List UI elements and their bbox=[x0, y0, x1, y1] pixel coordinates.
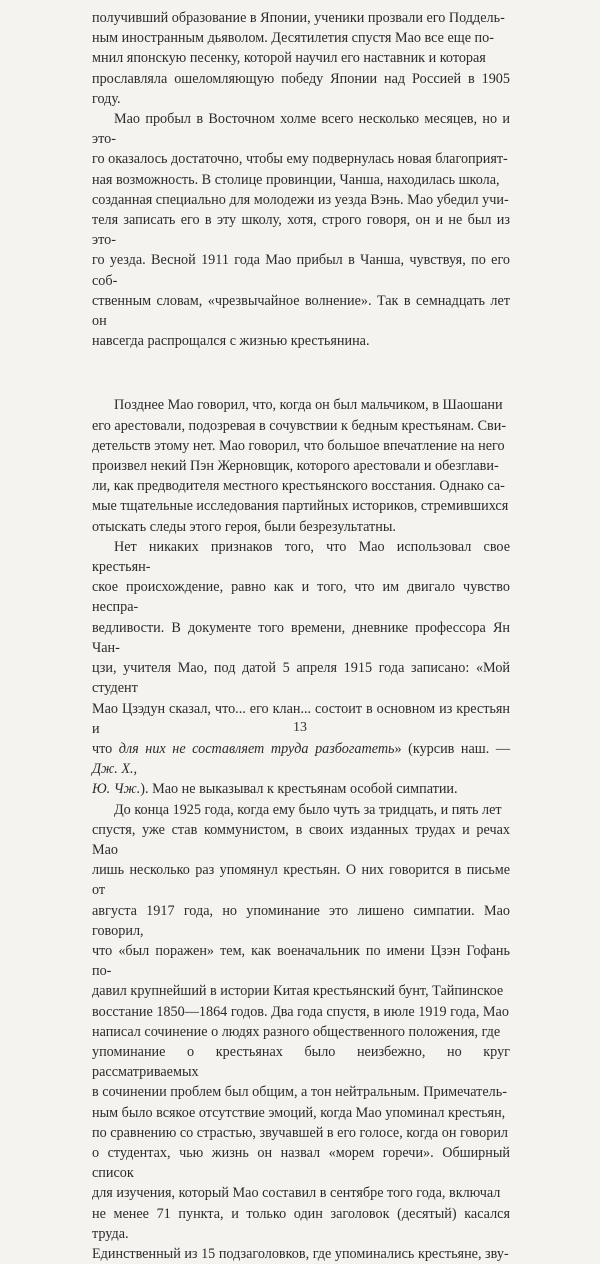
paragraph-2 bbox=[92, 109, 510, 351]
text-line: Единственный из 15 подзаголовков, где упоминались крестьяне, зву- bbox=[92, 1245, 509, 1262]
paragraph-5 bbox=[92, 800, 510, 1264]
section-gap bbox=[92, 351, 510, 395]
page-number: 13 bbox=[293, 720, 307, 735]
text-line: написал сочинение о людях разного общественного положения, где bbox=[92, 1023, 501, 1040]
text-span: что bbox=[92, 740, 119, 757]
text-line: Мао Цзэдун сказал, что... его клан... состоит в основном из крестьян и bbox=[92, 700, 510, 737]
text-line: ведливости. В документе того времени, дневнике профессора Ян Чан- bbox=[92, 619, 510, 656]
text-line: го уезда. Весной 1911 года Мао прибыл в Чанша, чувствуя, по его соб- bbox=[92, 252, 510, 289]
italic-initials: Ю. Чж. bbox=[92, 781, 141, 798]
text-line: отыскать следы этого героя, были безрезультатны. bbox=[92, 518, 396, 535]
text-line: мнил японскую песенку, которой научил его наставник и которая bbox=[92, 50, 486, 67]
text-line: августа 1917 года, но упоминание это лишено симпатии. Мао говорил, bbox=[92, 902, 510, 939]
text-line: Позднее Мао говорил, что, когда он был мальчиком, в Шаошани bbox=[114, 397, 503, 414]
paragraph-4 bbox=[92, 537, 510, 800]
text-line: получивший образование в Японии, ученики прозвали его Поддель- bbox=[92, 10, 505, 26]
book-page bbox=[92, 8, 510, 1264]
text-line: прославляла ошеломляющую победу Японии над Россией в 1905 году. bbox=[92, 70, 510, 107]
text-line: его арестовали, подозревая в сочувствии к бедным крестьянам. Сви- bbox=[92, 417, 507, 434]
text-span: ). Мао не выказывал к крестьянам особой симпатии. bbox=[140, 781, 458, 798]
italic-quote: для них не составляет труда разбогатеть bbox=[118, 740, 395, 757]
text-line: мые тщательные исследования партийных историков, стремившихся bbox=[92, 498, 509, 515]
text-span: » (курсив наш. — bbox=[394, 740, 511, 757]
paragraph-1 bbox=[92, 8, 510, 109]
text-line: ным было всякое отсутствие эмоций, когда Мао упоминал крестьян, bbox=[92, 1104, 506, 1121]
text-line: о студентах, чью жизнь он назвал «морем горечи». Обширный список bbox=[92, 1144, 510, 1182]
text-line: теля записать его в эту школу, хотя, строго говоря, он и не был из это- bbox=[92, 212, 510, 249]
text-line: ственным словам, «чрезвычайное волнение». Так в семнадцать лет он bbox=[92, 292, 510, 330]
text-line-with-italic bbox=[92, 779, 510, 799]
text-line: навсегда распрощался с жизнью крестьянина. bbox=[92, 333, 370, 350]
text-line: что «был поражен» тем, как военачальник по имени Цзэн Гофань по- bbox=[92, 942, 510, 980]
text-line: Нет никаких признаков того, что Мао использовал свое крестьян- bbox=[92, 538, 510, 576]
text-line-with-italic bbox=[92, 739, 510, 779]
text-line: в сочинении проблем был общим, а тон нейтральным. Примечатель- bbox=[92, 1084, 507, 1101]
text-line: произвел некий Пэн Жерновщик, которого арестовали и обезглави- bbox=[92, 458, 499, 475]
text-line: по сравнению со страстью, звучавшей в его голосе, когда он говорил bbox=[92, 1124, 509, 1141]
text-line: ли, как предводителя местного крестьянского восстания. Однако са- bbox=[92, 478, 505, 495]
text-line: давил крупнейший в истории Китая крестьянский бунт, Тайпинское bbox=[92, 983, 504, 1000]
text-line: цзи, учителя Мао, под датой 5 апреля 1915 года записано: «Мой студент bbox=[92, 660, 510, 697]
paragraph-3 bbox=[92, 395, 510, 536]
text-line: спустя, уже став коммунистом, в своих изданных трудах и речах Мао bbox=[92, 821, 510, 858]
text-line: лишь несколько раз упомянул крестьян. О них говорится в письме от bbox=[92, 862, 510, 899]
text-line: восстание 1850—1864 годов. Два года спустя, в июле 1919 года, Мао bbox=[92, 1003, 509, 1020]
text-line: ным иностранным дьяволом. Десятилетия спустя Мао все еще по- bbox=[92, 30, 494, 47]
text-line: для изучения, который Мао составил в сентябре того года, включал bbox=[92, 1185, 501, 1202]
text-line: Мао пробыл в Восточном холме всего несколько месяцев, но и это- bbox=[92, 111, 510, 148]
text-line: детельств этому нет. Мао говорил, что большое впечатление на него bbox=[92, 437, 505, 454]
text-line: ское происхождение, равно как и того, что им двигало чувство неспра- bbox=[92, 579, 510, 616]
text-line: созданная специально для молодежи из уезда Вэнь. Мао убедил учи- bbox=[92, 191, 509, 208]
text-line: упоминание о крестьянах было неизбежно, но круг рассматриваемых bbox=[92, 1043, 510, 1081]
italic-initials: Дж. Х., bbox=[92, 761, 138, 778]
text-line: не менее 71 пункта, и только один заголовок (десятый) касался труда. bbox=[92, 1205, 510, 1242]
text-line: До конца 1925 года, когда ему было чуть за тридцать, и пять лет bbox=[114, 801, 502, 818]
text-line: го оказалось достаточно, чтобы ему подвернулась новая благоприят- bbox=[92, 151, 508, 168]
text-line: ная возможность. В столице провинции, Чанша, находилась школа, bbox=[92, 171, 500, 188]
